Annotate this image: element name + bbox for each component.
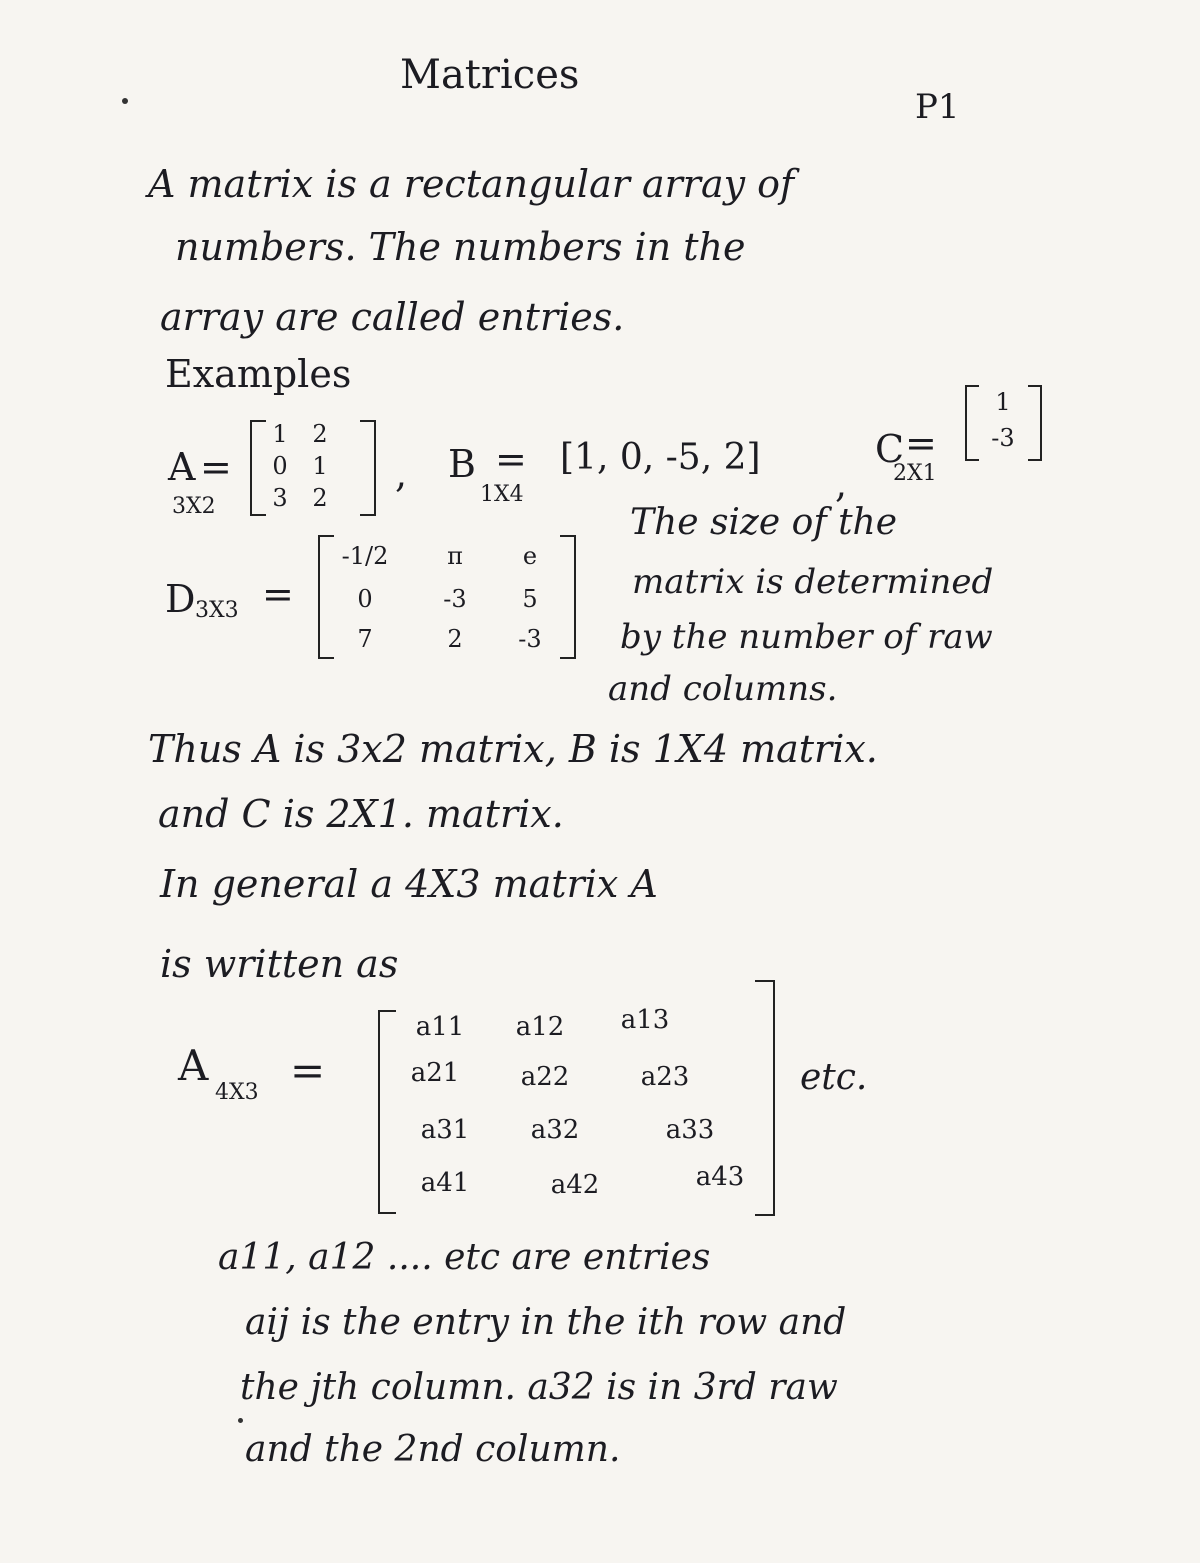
stray-dot [122, 98, 128, 104]
general-matrix-cell: a21 [410, 1058, 460, 1088]
matrix-C-name: C [875, 427, 905, 471]
matrix-D-eq: = [262, 572, 294, 616]
etc-label: etc. [800, 1057, 868, 1098]
matrix-D-cell: 7 [357, 625, 373, 653]
matrix-B-size: 1X4 [480, 482, 524, 507]
matrix-A-cell: 2 [312, 420, 328, 448]
general-matrix-cell: a31 [420, 1115, 470, 1145]
general-matrix-eq: = [290, 1046, 326, 1095]
page-number: P1 [915, 87, 960, 127]
matrix-A-size: 3X2 [172, 494, 216, 519]
matrix-D-size: 3X3 [195, 598, 239, 623]
matrix-B-value: [1, 0, -5, 2] [560, 437, 761, 478]
matrix-A-cell: 3 [272, 484, 288, 512]
general-matrix-cell: a13 [620, 1005, 670, 1035]
examples-heading: Examples [165, 352, 352, 396]
stray-dot [238, 1418, 243, 1423]
matrix-A-cell: 2 [312, 484, 328, 512]
intro-line-2: numbers. The numbers in the [175, 225, 746, 269]
general-matrix-cell: a43 [695, 1162, 745, 1192]
size-note-line-4: and columns. [608, 669, 838, 709]
thus-line-1: Thus A is 3x2 matrix, B is 1X4 matrix. [148, 727, 878, 771]
example-separator: , [395, 452, 408, 496]
matrix-C-cell: 1 [995, 388, 1011, 416]
closing-line-1: aij is the entry in the ith row and [245, 1302, 847, 1343]
general-matrix-cell: a12 [515, 1012, 565, 1042]
closing-line-3: and the 2nd column. [245, 1429, 621, 1470]
page-title: Matrices [400, 52, 580, 98]
matrix-D-cell: -1/2 [341, 542, 389, 570]
matrix-A-cell: 1 [272, 420, 288, 448]
matrix-A-eq: = [200, 445, 232, 489]
size-note-line-1: The size of the [630, 502, 898, 543]
matrix-D-name: D [165, 577, 196, 621]
intro-line-1: A matrix is a rectangular array of [148, 162, 795, 206]
general-matrix-cell: a33 [665, 1115, 715, 1145]
general-matrix-left-bracket [378, 1010, 396, 1214]
general-matrix-cell: a22 [520, 1062, 570, 1092]
matrix-B-name: B [448, 442, 476, 486]
general-line-2: is written as [160, 942, 399, 986]
matrix-A-right-bracket [360, 420, 376, 516]
general-matrix-size: 4X3 [215, 1080, 259, 1105]
matrix-C-right-bracket [1028, 385, 1042, 461]
size-note-line-2: matrix is determined [632, 562, 994, 602]
matrix-D-cell: 5 [522, 585, 538, 613]
general-matrix-cell: a42 [550, 1170, 600, 1200]
general-matrix-right-bracket [755, 980, 775, 1216]
matrix-D-cell: -3 [443, 585, 467, 613]
matrix-A-cell: 1 [312, 452, 328, 480]
matrix-C-eq: = [905, 421, 937, 465]
matrix-D-left-bracket [318, 535, 334, 659]
matrix-C-size: 2X1 [893, 461, 937, 486]
matrix-D-cell: π [447, 542, 463, 570]
matrix-A-name: A [168, 445, 196, 489]
general-matrix-cell: a11 [415, 1012, 465, 1042]
matrix-B-eq: = [495, 437, 527, 481]
general-matrix-cell: a41 [420, 1168, 470, 1198]
thus-line-2: and C is 2X1. matrix. [158, 792, 564, 836]
entries-line: a11, a12 .... etc are entries [218, 1237, 711, 1278]
matrix-D-cell: -3 [518, 625, 542, 653]
matrix-C-left-bracket [965, 385, 979, 461]
example-separator: , [835, 462, 848, 506]
size-note-line-3: by the number of raw [620, 617, 993, 657]
general-matrix-name: A [178, 1041, 209, 1090]
matrix-D-cell: 0 [357, 585, 373, 613]
matrix-D-right-bracket [560, 535, 576, 659]
matrix-C-cell: -3 [991, 424, 1015, 452]
matrix-D-cell: 2 [447, 625, 463, 653]
intro-line-3: array are called entries. [160, 295, 625, 339]
general-matrix-cell: a32 [530, 1115, 580, 1145]
general-matrix-cell: a23 [640, 1062, 690, 1092]
matrix-A-cell: 0 [272, 452, 288, 480]
general-line-1: In general a 4X3 matrix A [160, 862, 658, 906]
closing-line-2: the jth column. a32 is in 3rd raw [240, 1367, 838, 1408]
matrix-D-cell: e [522, 542, 538, 570]
